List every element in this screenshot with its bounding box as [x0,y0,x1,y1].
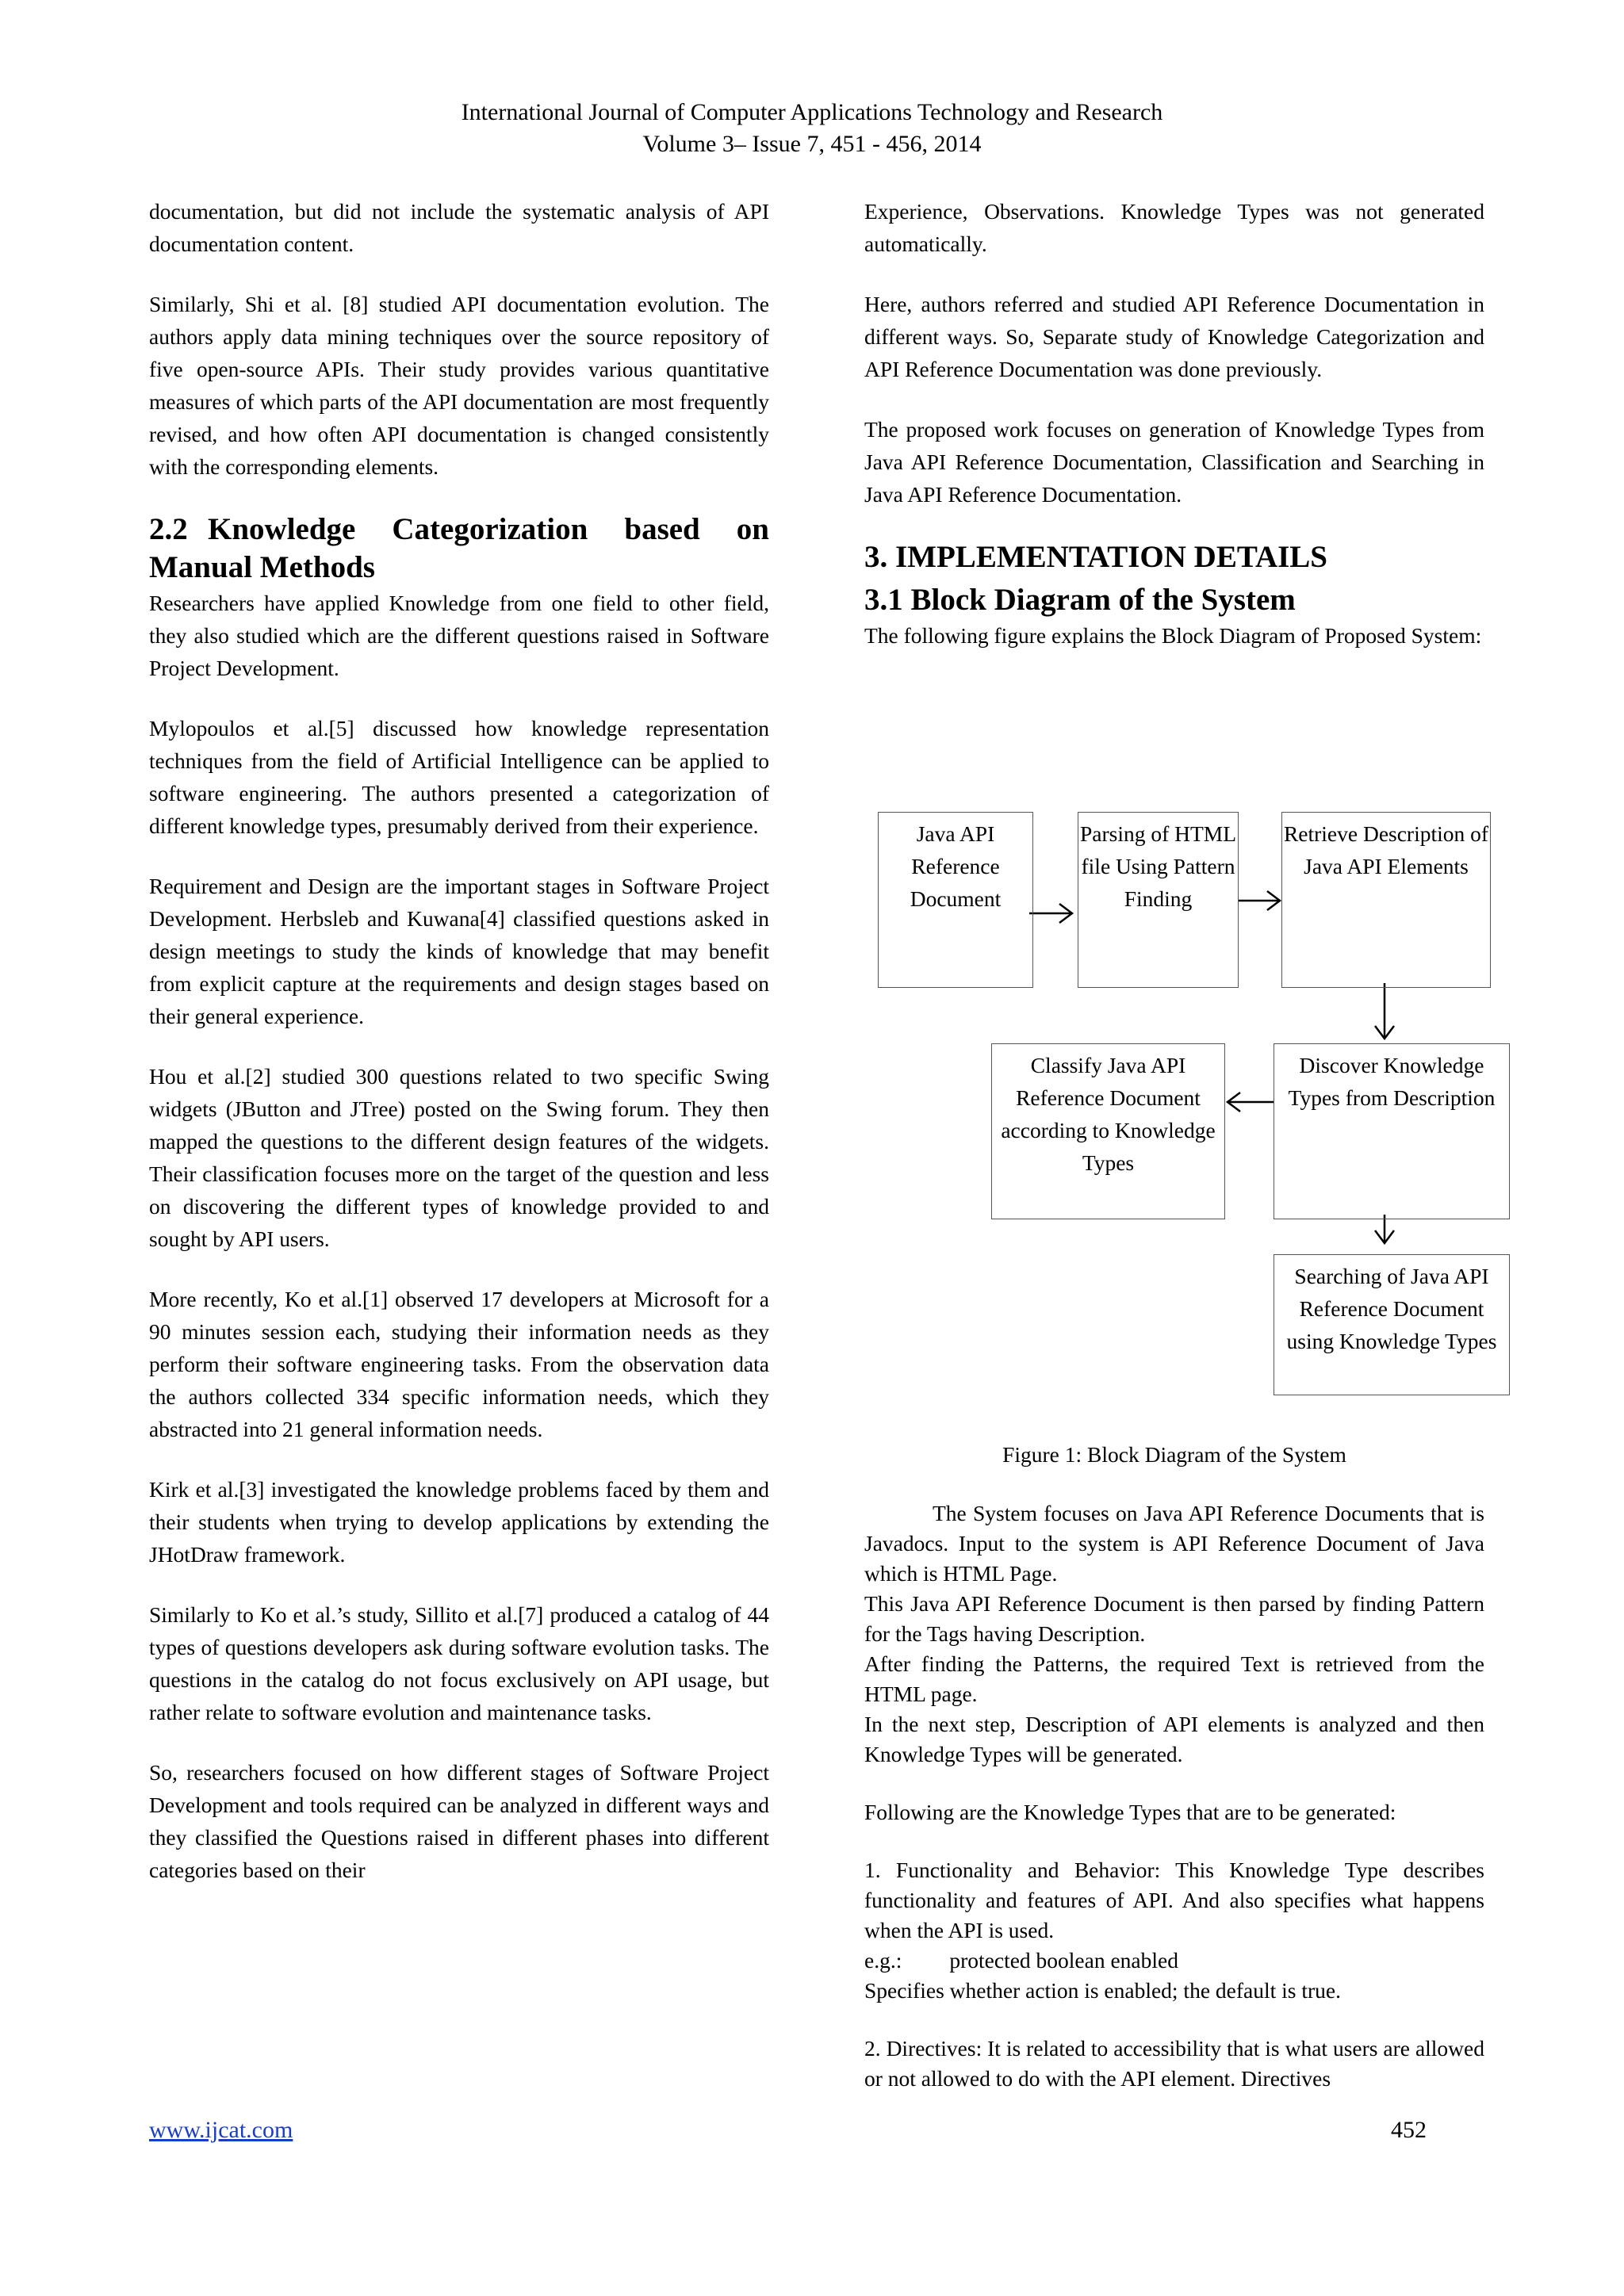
paragraph: The following figure explains the Block Diagram of Proposed System: [864,623,1482,648]
example-line [864,1946,1484,1976]
paragraph: In the next step, Description of API elements is analyzed and then Knowledge Types will be generated. [864,1712,1484,1766]
figure-caption: Figure 1: Block Diagram of the System [1002,1442,1346,1467]
diagram-box-input: Java API Reference Document [878,812,1033,988]
paragraph: Experience, Observations. Knowledge Types was not generated automatically. [864,199,1484,256]
journal-volume: Volume 3– Issue 7, 451 - 456, 2014 [642,131,982,157]
journal-title: International Journal of Computer Applications Technology and Research [461,99,1163,125]
block-diagram [864,801,1538,1403]
paragraph: Similarly to Ko et al.’s study, Sillito et al.[7] produced a catalog of 44 types of questions developers ask during software evolution tasks. The questions in the catalog do not focus exclusively on API usage, but rather relate to software evolution and maintenance tasks. [149,1602,769,1724]
paragraph: Here, authors referred and studied API Reference Documentation in different ways. So, Separate study of Knowledge Categorization and API Reference Documentation was done previously. [864,292,1484,381]
paragraph: More recently, Ko et al.[1] observed 17 developers at Microsoft for a 90 minutes session each, studying their information needs as they perform their software engineering tasks. From the observation data the authors collected 334 specific information needs, which they abstracted into 21 general information needs. [149,1287,769,1441]
paragraph: Similarly, Shi et al. [8] studied API documentation evolution. The authors apply data mining techniques over the source repository of five open-source APIs. Their study provides various quantitative measures of which parts of the API documentation are most frequently revised, and how often API documentation is changed consistently with the corresponding elements. [149,292,769,479]
example-description: Specifies whether action is enabled; the default is true. [864,1978,1341,2003]
example-code: protected boolean enabled [949,1948,1178,1973]
paragraph: Following are the Knowledge Types that are to be generated: [864,1800,1396,1824]
journal-header [0,97,1624,160]
right-column [864,195,1484,679]
diagram-box-retrieve: Retrieve Description of Java API Elements [1281,812,1491,988]
section-heading-2-2 [149,511,769,587]
paragraph: After finding the Patterns, the required Text is retrieved from the HTML page. [864,1651,1484,1706]
section-heading-3: 3. IMPLEMENTATION DETAILS [864,540,1327,574]
example-label: e.g.: [864,1948,902,1973]
paragraph: Researchers have applied Knowledge from one field to other field, they also studied which are the different questions raised in Software Project Development. [149,591,769,680]
right-column-lower [864,1498,1484,2094]
paragraph: This Java API Reference Document is then parsed by finding Pattern for the Tags having Description. [864,1591,1484,1646]
diagram-box-classify: Classify Java API Reference Document according to Knowledge Types [991,1043,1225,1219]
diagram-box-parsing: Parsing of HTML file Using Pattern Finding [1078,812,1239,988]
page-number: 452 [1391,2117,1427,2143]
paragraph: Mylopoulos et al.[5] discussed how knowledge representation techniques from the field of Artificial Intelligence can be applied to software engineering. The authors presented a categorization of different knowledge types, presumably derived from their experience. [149,716,769,838]
section-number: 2.2 [149,512,188,546]
footer-website-link[interactable]: www.ijcat.com [149,2117,293,2143]
left-column [149,195,769,1914]
paragraph: Kirk et al.[3] investigated the knowledge problems faced by them and their students when trying to develop applications by extending the JHotDraw framework. [149,1477,769,1567]
section-title: Knowledge Categorization based on Manual Methods [149,512,769,584]
paragraph: documentation, but did not include the systematic analysis of API documentation content. [149,199,769,256]
section-heading-3-1: 3.1 Block Diagram of the System [864,583,1296,617]
paragraph: Requirement and Design are the important stages in Software Project Development. Herbsleb and Kuwana[4] classified questions asked in design meetings to study the kinds of knowledge that may benefit from explicit capture at the requirements and design stages based on their general experience. [149,874,769,1028]
knowledge-type-2: 2. Directives: It is related to accessibility that is what users are allowed or not allowed to do with the API element. Directives [864,2036,1484,2091]
paragraph: The proposed work focuses on generation of Knowledge Types from Java API Reference Documentation, Classification and Searching in Java API Reference Documentation. [864,417,1484,507]
diagram-box-search: Searching of Java API Reference Document using Knowledge Types [1274,1254,1510,1395]
diagram-box-discover: Discover Knowledge Types from Description [1274,1043,1510,1219]
paragraph: So, researchers focused on how different stages of Software Project Development and tools required can be analyzed in different ways and they classified the Questions raised in different phases into different categories based on their [149,1760,769,1882]
knowledge-type-1: 1. Functionality and Behavior: This Knowledge Type describes functionality and features of API. And also specifies what happens when the API is used. [864,1858,1484,1942]
paragraph: The System focuses on Java API Reference Documents that is Javadocs. Input to the system is API Reference Document of Java which is HTML Page. [864,1501,1484,1586]
paragraph: Hou et al.[2] studied 300 questions related to two specific Swing widgets (JButton and JTree) posted on the Swing forum. They then mapped the questions to the different design features of the widgets. Their classification focuses more on the target of the question and less on discovering the different types of knowledge provided to and sought by API users. [149,1064,769,1251]
